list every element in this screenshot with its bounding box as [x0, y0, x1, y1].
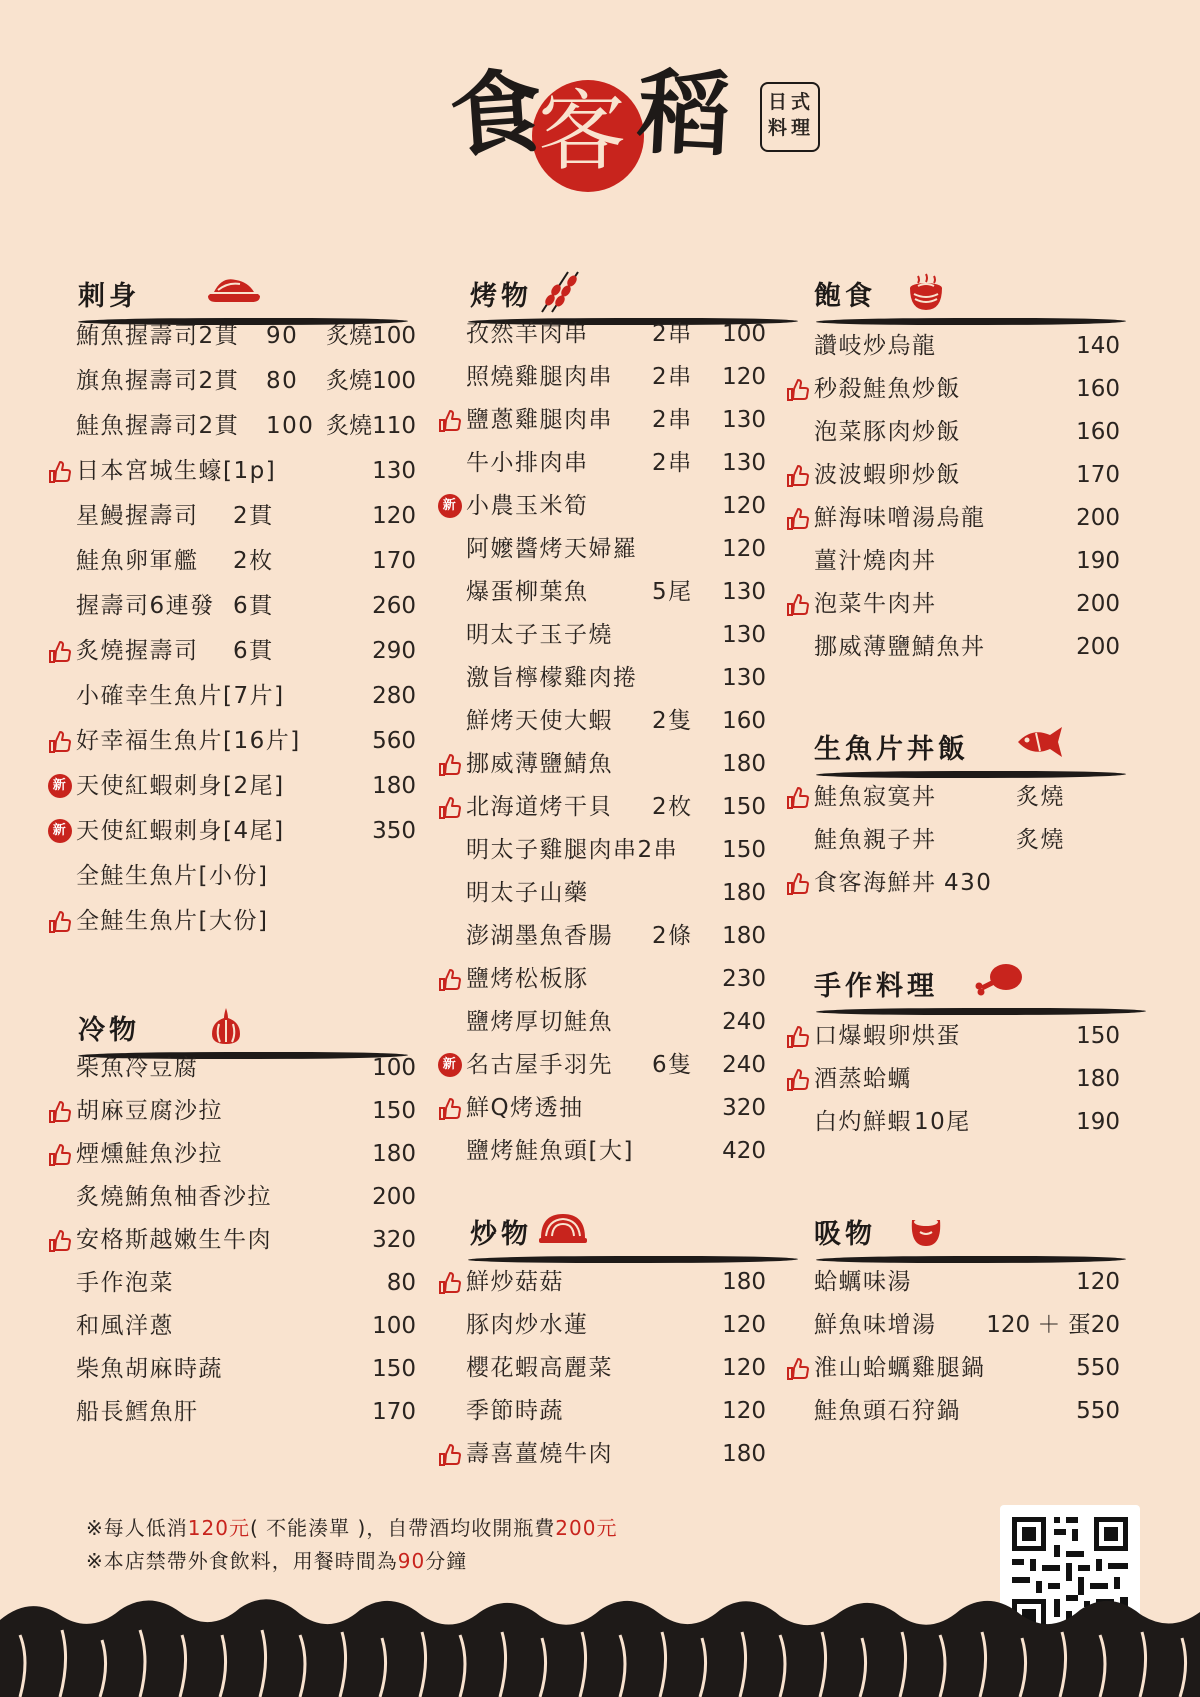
item-name: 明太子雞腿肉串2串: [466, 837, 679, 863]
thumbs-up-icon: [48, 459, 72, 483]
item-note: 10尾: [914, 1109, 971, 1135]
menu-item: [48, 633, 416, 669]
sashimi-plate-icon: [206, 272, 262, 310]
item-price: 120: [722, 1355, 766, 1381]
menu-item: [786, 779, 1120, 815]
item-name: 明太子玉子燒: [466, 622, 613, 648]
thumbs-up-icon: [438, 1270, 462, 1294]
menu-item: [438, 445, 766, 481]
clam-icon: [538, 1210, 588, 1250]
item-note: 2串: [652, 364, 693, 390]
item-price: 120: [722, 536, 766, 562]
item-price: 240: [722, 1052, 766, 1078]
menu-item: [48, 1265, 416, 1301]
item-price: 150: [1076, 1023, 1120, 1049]
item-name: 鹽蔥雞腿肉串: [466, 407, 613, 433]
fish-icon: [1014, 725, 1066, 763]
item-name: 秒殺鮭魚炒飯: [814, 376, 961, 402]
thumbs-up-icon: [786, 1067, 810, 1091]
item-price: 160: [1076, 419, 1120, 445]
item-name: 鮭魚親子丼: [814, 827, 937, 853]
menu-item: [438, 1307, 766, 1343]
menu-item: [786, 1393, 1120, 1429]
menu-item: [48, 1222, 416, 1258]
item-note: 430: [944, 870, 993, 896]
menu-item: [48, 588, 416, 624]
thumbs-up-icon: [48, 639, 72, 663]
menu-item: [438, 359, 766, 395]
menu-item: [786, 414, 1120, 450]
item-price: 炙燒100: [326, 368, 416, 394]
thumbs-up-icon: [438, 752, 462, 776]
menu-item: [438, 1393, 766, 1429]
section-divider: [816, 1008, 1146, 1015]
logo: [440, 56, 840, 210]
item-price: 180: [722, 880, 766, 906]
item-name: 酒蒸蛤蠣: [814, 1066, 912, 1092]
section-title: 生魚片丼飯: [814, 734, 969, 765]
section-divider: [468, 1256, 798, 1263]
item-name: 鮭魚寂寞丼: [814, 784, 937, 810]
menu-item: [786, 371, 1120, 407]
footer-notes: [86, 1512, 617, 1578]
item-name: 北海道烤干貝: [466, 794, 613, 820]
item-name: 孜然羊肉串: [466, 321, 589, 347]
item-price: 120 ＋ 蛋20: [986, 1312, 1120, 1338]
item-name: 星鰻握壽司: [76, 503, 199, 529]
menu-item: [438, 1090, 766, 1126]
item-note: 2枚: [652, 794, 693, 820]
item-note: 6隻: [652, 1052, 693, 1078]
menu-item: [786, 629, 1120, 665]
new-badge-icon: 新: [48, 774, 72, 798]
item-price: 180: [1076, 1066, 1120, 1092]
thumbs-up-icon: [48, 909, 72, 933]
menu-item: [786, 457, 1120, 493]
item-price: 260: [372, 593, 416, 619]
thumbs-up-icon: [786, 1024, 810, 1048]
item-name: 日本宮城生蠔[1p]: [76, 458, 277, 484]
menu-item: [48, 1308, 416, 1344]
item-note: 80: [266, 368, 299, 394]
item-name: 泡菜豚肉炒飯: [814, 419, 961, 445]
menu-item: [438, 961, 766, 997]
item-name: 柴魚胡麻時蔬: [76, 1356, 223, 1382]
menu-item: [438, 316, 766, 352]
item-price: 130: [722, 579, 766, 605]
menu-item: [786, 328, 1120, 364]
item-price: 130: [722, 450, 766, 476]
item-note: 2貫: [233, 503, 274, 529]
item-name: 和風洋蔥: [76, 1313, 174, 1339]
item-price: 130: [722, 622, 766, 648]
menu-item: [438, 402, 766, 438]
item-name: 牛小排肉串: [466, 450, 589, 476]
item-name: 鮮炒菇菇: [466, 1269, 564, 1295]
menu-item: [438, 1350, 766, 1386]
item-price: 180: [722, 1441, 766, 1467]
item-note: 5尾: [652, 579, 693, 605]
item-price: 290: [372, 638, 416, 664]
item-note: 2串: [652, 450, 693, 476]
menu-item: [48, 1136, 416, 1172]
menu-item: [48, 453, 416, 489]
menu-item: [48, 408, 416, 444]
item-name: 壽喜薑燒牛肉: [466, 1441, 613, 1467]
item-price: 180: [722, 1269, 766, 1295]
item-name: 鹽烤松板豚: [466, 966, 589, 992]
item-price: 炙燒100: [326, 323, 416, 349]
item-name: 柴魚冷豆腐: [76, 1055, 199, 1081]
item-name: 鮭魚卵軍艦: [76, 548, 199, 574]
item-name: 小農玉米筍: [466, 493, 589, 519]
thumbs-up-icon: [438, 1442, 462, 1466]
item-price: 280: [372, 683, 416, 709]
item-note: 2串: [652, 321, 693, 347]
item-name: 天使紅蝦刺身[4尾]: [76, 818, 285, 844]
item-name: 全鮭生魚片[大份]: [76, 908, 269, 934]
section-divider: [816, 1256, 1126, 1263]
thumbs-up-icon: [48, 1099, 72, 1123]
item-name: 鹽烤厚切鮭魚: [466, 1009, 613, 1035]
menu-item: [48, 678, 416, 714]
item-name: 鹽烤鮭魚頭[大]: [466, 1138, 634, 1164]
item-price: 160: [722, 708, 766, 734]
item-price: 230: [722, 966, 766, 992]
item-name: 鮮Q烤透抽: [466, 1095, 584, 1121]
item-price: 130: [372, 458, 416, 484]
menu-item: [438, 1264, 766, 1300]
item-price: 170: [1076, 462, 1120, 488]
item-price: 160: [1076, 376, 1120, 402]
thumbs-up-icon: [438, 967, 462, 991]
item-name: 天使紅蝦刺身[2尾]: [76, 773, 285, 799]
item-note: 6貫: [233, 593, 274, 619]
item-name: 蛤蠣味湯: [814, 1269, 912, 1295]
logo-char-3: 稻: [635, 57, 733, 171]
item-price: 200: [1076, 634, 1120, 660]
thumbs-up-icon: [786, 871, 810, 895]
item-name: 名古屋手羽先: [466, 1052, 613, 1078]
thumbs-up-icon: [438, 795, 462, 819]
item-price: 180: [372, 773, 416, 799]
item-name: 全鮭生魚片[小份]: [76, 863, 269, 889]
item-name: 白灼鮮蝦: [814, 1109, 912, 1135]
menu-item: [48, 858, 416, 894]
item-price: 炙燒110: [326, 413, 416, 439]
item-name: 食客海鮮丼: [814, 870, 937, 896]
item-note: 2隻: [652, 708, 693, 734]
item-price: 80: [386, 1270, 416, 1296]
item-name: 鮮海味噌湯烏龍: [814, 505, 986, 531]
section-title: 冷物: [78, 1015, 140, 1046]
item-name: 煙燻鮭魚沙拉: [76, 1141, 223, 1167]
item-note: 炙燒: [1016, 827, 1065, 853]
menu-item: [48, 1093, 416, 1129]
item-name: 鮭魚頭石狩鍋: [814, 1398, 961, 1424]
item-price: 200: [1076, 591, 1120, 617]
menu-item: [786, 586, 1120, 622]
item-name: 安格斯越嫩生牛肉: [76, 1227, 272, 1253]
menu-item: [438, 1133, 766, 1169]
item-name: 胡麻豆腐沙拉: [76, 1098, 223, 1124]
item-name: 淮山蛤蠣雞腿鍋: [814, 1355, 986, 1381]
section-title: 炒物: [470, 1219, 532, 1250]
drumstick-icon: [974, 962, 1024, 1000]
menu-item: [438, 1004, 766, 1040]
item-price: 100: [722, 321, 766, 347]
thumbs-up-icon: [786, 1356, 810, 1380]
item-price: 200: [1076, 505, 1120, 531]
item-price: 120: [372, 503, 416, 529]
item-price: 320: [372, 1227, 416, 1253]
item-note: 炙燒: [1016, 784, 1065, 810]
item-price: 120: [722, 1398, 766, 1424]
menu-item: [786, 500, 1120, 536]
menu-item: [48, 1179, 416, 1215]
thumbs-up-icon: [786, 592, 810, 616]
item-price: 150: [372, 1098, 416, 1124]
menu-item: [786, 1350, 1120, 1386]
item-name: 豚肉炒水蓮: [466, 1312, 589, 1338]
menu-item: [48, 903, 416, 939]
item-name: 鮮魚味增湯: [814, 1312, 937, 1338]
item-price: 560: [372, 728, 416, 754]
item-price: 550: [1076, 1398, 1120, 1424]
section-title: 飽食: [814, 281, 876, 312]
menu-item: [438, 617, 766, 653]
item-name: 炙燒鮪魚柚香沙拉: [76, 1184, 272, 1210]
noodle-bowl-icon: [906, 272, 946, 318]
menu-item: [48, 1394, 416, 1430]
item-price: 120: [722, 1312, 766, 1338]
item-price: 190: [1076, 1109, 1120, 1135]
thumbs-up-icon: [48, 1142, 72, 1166]
menu-item: [438, 574, 766, 610]
thumbs-up-icon: [438, 408, 462, 432]
item-price: 320: [722, 1095, 766, 1121]
item-price: 150: [722, 837, 766, 863]
item-price: 420: [722, 1138, 766, 1164]
menu-item: [48, 543, 416, 579]
item-price: 170: [372, 548, 416, 574]
logo-char-1: 食: [446, 56, 546, 172]
item-price: 150: [372, 1356, 416, 1382]
menu-item: [438, 488, 766, 524]
item-name: 薑汁燒肉丼: [814, 548, 937, 574]
item-price: 130: [722, 407, 766, 433]
section-title: 刺身: [78, 281, 140, 312]
new-badge-icon: 新: [438, 1053, 462, 1077]
menu-item: [48, 363, 416, 399]
item-price: 180: [722, 751, 766, 777]
item-name: 爆蛋柳葉魚: [466, 579, 589, 605]
menu-item: [786, 865, 1120, 901]
item-name: 阿嬤醬烤天婦羅: [466, 536, 638, 562]
item-price: 150: [722, 794, 766, 820]
item-note: 100: [266, 413, 315, 439]
thumbs-up-icon: [786, 463, 810, 487]
menu-item: [438, 531, 766, 567]
menu-item: [48, 318, 416, 354]
logo-char-2: 客: [538, 80, 627, 183]
item-price: 120: [722, 364, 766, 390]
menu-item: [438, 1047, 766, 1083]
item-name: 櫻花蝦高麗菜: [466, 1355, 613, 1381]
section-title: 吸物: [814, 1219, 876, 1250]
footer-note-2: ※本店禁帶外食飲料，用餐時間為90分鐘: [86, 1549, 468, 1573]
item-note: 6貫: [233, 638, 274, 664]
garlic-icon: [206, 1006, 246, 1050]
item-price: 190: [1076, 548, 1120, 574]
item-name: 小確幸生魚片[7片]: [76, 683, 285, 709]
footer-note-1: ※每人低消120元( 不能湊單 )，自帶酒均收開瓶費200元: [86, 1516, 618, 1540]
logo-badge: 日 式 料 理: [760, 82, 820, 152]
new-badge-icon: 新: [48, 819, 72, 843]
menu-item: [786, 1018, 1120, 1054]
item-price: 550: [1076, 1355, 1120, 1381]
thumbs-up-icon: [48, 729, 72, 753]
item-price: 100: [372, 1055, 416, 1081]
section-title: 烤物: [470, 281, 532, 312]
item-name: 炙燒握壽司: [76, 638, 199, 664]
item-name: 好幸福生魚片[16片]: [76, 728, 301, 754]
item-price: 240: [722, 1009, 766, 1035]
section-title: 手作料理: [814, 971, 938, 1002]
item-note: 2條: [652, 923, 693, 949]
item-name: 旗魚握壽司2貫: [76, 368, 240, 394]
section-divider: [816, 771, 1126, 778]
item-name: 明太子山藥: [466, 880, 589, 906]
item-name: 波波蝦卵炒飯: [814, 462, 961, 488]
menu-item: [438, 875, 766, 911]
item-name: 握壽司6連發: [76, 593, 215, 619]
menu-item: [438, 1436, 766, 1472]
item-price: 180: [722, 923, 766, 949]
new-badge-icon: 新: [438, 494, 462, 518]
item-price: 170: [372, 1399, 416, 1425]
item-name: 鮮烤天使大蝦: [466, 708, 613, 734]
menu-item: [48, 723, 416, 759]
item-name: 季節時蔬: [466, 1398, 564, 1424]
soup-bowl-icon: [906, 1210, 946, 1254]
menu-item: [48, 498, 416, 534]
item-note: 2串: [652, 407, 693, 433]
item-price: 180: [372, 1141, 416, 1167]
item-name: 挪威薄鹽鯖魚: [466, 751, 613, 777]
item-name: 手作泡菜: [76, 1270, 174, 1296]
menu-item: [438, 660, 766, 696]
menu-item: [438, 789, 766, 825]
menu-item: [438, 746, 766, 782]
thumbs-up-icon: [786, 377, 810, 401]
menu-item: [438, 703, 766, 739]
item-name: 澎湖墨魚香腸: [466, 923, 613, 949]
section-divider: [816, 318, 1126, 325]
item-price: 350: [372, 818, 416, 844]
item-price: 200: [372, 1184, 416, 1210]
thumbs-up-icon: [438, 1096, 462, 1120]
item-price: 120: [722, 493, 766, 519]
thumbs-up-icon: [786, 506, 810, 530]
item-price: 130: [722, 665, 766, 691]
menu-item: [48, 813, 416, 849]
skewer-icon: [538, 268, 586, 318]
item-name: 讚岐炒烏龍: [814, 333, 937, 359]
item-name: 鮪魚握壽司2貫: [76, 323, 240, 349]
wave-decoration: [0, 1590, 1200, 1697]
menu-item: [48, 1050, 416, 1086]
item-name: 挪威薄鹽鯖魚丼: [814, 634, 986, 660]
item-name: 泡菜牛肉丼: [814, 591, 937, 617]
item-name: 激旨檸檬雞肉捲: [466, 665, 638, 691]
item-price: 140: [1076, 333, 1120, 359]
menu-item: [786, 1104, 1120, 1140]
thumbs-up-icon: [48, 1228, 72, 1252]
menu-item: [48, 768, 416, 804]
item-note: 90: [266, 323, 299, 349]
menu-item: [438, 918, 766, 954]
menu-item: [786, 1061, 1120, 1097]
item-name: 照燒雞腿肉串: [466, 364, 613, 390]
item-price: 100: [372, 1313, 416, 1339]
item-name: 船長鱈魚肝: [76, 1399, 199, 1425]
item-name: 口爆蝦卵烘蛋: [814, 1023, 961, 1049]
thumbs-up-icon: [786, 785, 810, 809]
item-price: 120: [1076, 1269, 1120, 1295]
menu-item: [438, 832, 766, 868]
item-name: 鮭魚握壽司2貫: [76, 413, 240, 439]
menu-item: [48, 1351, 416, 1387]
menu-item: [786, 822, 1120, 858]
menu-item: [786, 1264, 1120, 1300]
item-note: 2枚: [233, 548, 274, 574]
menu-item: [786, 543, 1120, 579]
menu-item: [786, 1307, 1120, 1343]
